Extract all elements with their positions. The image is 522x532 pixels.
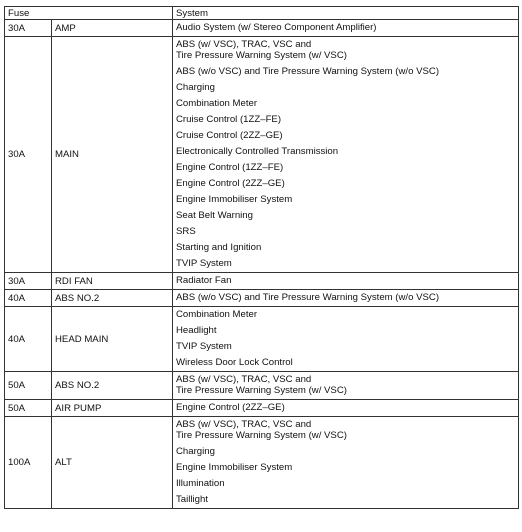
table-row <box>5 20 519 37</box>
system-entry-text: Combination Meter <box>176 309 258 320</box>
system-list <box>173 290 519 307</box>
system-entry <box>176 290 518 306</box>
system-entry-text: Taillight <box>176 494 208 505</box>
fuse-name: ALT <box>52 417 173 509</box>
system-entry-text: Tire Pressure Warning System (w/ VSC) <box>176 50 347 61</box>
fuse-name: AIR PUMP <box>52 400 173 417</box>
system-entry <box>176 128 518 144</box>
fuse-name: RDI FAN <box>52 273 173 290</box>
table-row <box>5 290 519 307</box>
system-list <box>173 417 519 509</box>
fuse-header: Fuse <box>5 7 173 20</box>
system-entry <box>176 160 518 176</box>
system-entry-text: SRS <box>176 226 196 237</box>
fuse-name: ABS NO.2 <box>52 290 173 307</box>
system-entry-text: TVIP System <box>176 258 232 269</box>
system-entry <box>176 64 518 80</box>
system-entry-text: Electronically Controlled Transmission <box>176 146 339 157</box>
system-entry <box>176 144 518 160</box>
system-entry <box>176 355 518 371</box>
system-entry-text: Tire Pressure Warning System (w/ VSC) <box>176 385 347 396</box>
system-header: System <box>173 7 519 20</box>
system-entry-text: Starting and Ignition <box>176 242 262 253</box>
table-row <box>5 273 519 290</box>
system-entry <box>176 96 518 112</box>
system-entry-text: Headlight <box>176 325 217 336</box>
fuse-amperage: 50A <box>5 372 52 400</box>
system-entry <box>176 339 518 355</box>
fuse-amperage: 40A <box>5 290 52 307</box>
system-entry-text: ABS (w/o VSC) and Tire Pressure Warning System (w/o VSC) <box>176 292 440 303</box>
system-entry-text: Engine Immobiliser System <box>176 194 293 205</box>
system-entry-text: ABS (w/ VSC), TRAC, VSC and <box>176 374 312 385</box>
system-entry-text: Illumination <box>176 478 225 489</box>
fuse-name: AMP <box>52 20 173 37</box>
fuse-name: HEAD MAIN <box>52 307 173 372</box>
system-entry <box>176 492 518 508</box>
table-header-row <box>5 7 519 20</box>
system-entry <box>176 20 518 36</box>
system-entry <box>176 192 518 208</box>
system-entry-text: Charging <box>176 82 215 93</box>
system-entry <box>176 176 518 192</box>
system-entry-text: Audio System (w/ Stereo Component Amplifier) <box>176 22 377 33</box>
system-entry-text: Charging <box>176 446 215 457</box>
table-row <box>5 400 519 417</box>
system-list <box>173 20 519 37</box>
system-entry-text: Cruise Control (1ZZ–FE) <box>176 114 282 125</box>
system-entry <box>176 224 518 240</box>
table-row <box>5 417 519 509</box>
fuse-amperage: 100A <box>5 417 52 509</box>
system-list <box>173 37 519 273</box>
fuse-name: ABS NO.2 <box>52 372 173 400</box>
system-list <box>173 273 519 290</box>
fuse-amperage: 30A <box>5 273 52 290</box>
fuse-table <box>4 6 519 509</box>
fuse-name: MAIN <box>52 37 173 273</box>
fuse-amperage: 50A <box>5 400 52 417</box>
system-entry <box>176 208 518 224</box>
system-entry <box>176 112 518 128</box>
system-entry <box>176 417 518 444</box>
system-entry-text: Combination Meter <box>176 98 258 109</box>
system-entry <box>176 372 518 399</box>
table-row <box>5 372 519 400</box>
system-entry-text: ABS (w/o VSC) and Tire Pressure Warning System (w/o VSC) <box>176 66 440 77</box>
system-entry <box>176 256 518 272</box>
system-list <box>173 307 519 372</box>
system-entry-text: Radiator Fan <box>176 275 232 286</box>
system-entry-text: Cruise Control (2ZZ–GE) <box>176 130 283 141</box>
system-entry <box>176 80 518 96</box>
system-entry-text: Seat Belt Warning <box>176 210 253 221</box>
fuse-amperage: 30A <box>5 20 52 37</box>
system-entry <box>176 460 518 476</box>
system-entry-text: ABS (w/ VSC), TRAC, VSC and <box>176 39 312 50</box>
system-list <box>173 372 519 400</box>
system-entry-text: Tire Pressure Warning System (w/ VSC) <box>176 430 347 441</box>
system-entry <box>176 476 518 492</box>
fuse-amperage: 30A <box>5 37 52 273</box>
system-entry-text: Engine Control (2ZZ–GE) <box>176 178 285 189</box>
system-entry-text: Wireless Door Lock Control <box>176 357 293 368</box>
system-entry <box>176 400 518 416</box>
system-entry-text: Engine Control (2ZZ–GE) <box>176 402 285 413</box>
system-entry-text: Engine Immobiliser System <box>176 462 293 473</box>
system-entry-text: Engine Control (1ZZ–FE) <box>176 162 284 173</box>
system-entry <box>176 323 518 339</box>
system-entry <box>176 273 518 289</box>
fuse-table-body <box>5 20 519 509</box>
system-entry <box>176 444 518 460</box>
system-entry <box>176 37 518 64</box>
table-row <box>5 307 519 372</box>
system-entry <box>176 240 518 256</box>
system-entry <box>176 307 518 323</box>
system-list <box>173 400 519 417</box>
system-entry-text: ABS (w/ VSC), TRAC, VSC and <box>176 419 312 430</box>
system-entry-text: TVIP System <box>176 341 232 352</box>
table-row <box>5 37 519 273</box>
fuse-amperage: 40A <box>5 307 52 372</box>
